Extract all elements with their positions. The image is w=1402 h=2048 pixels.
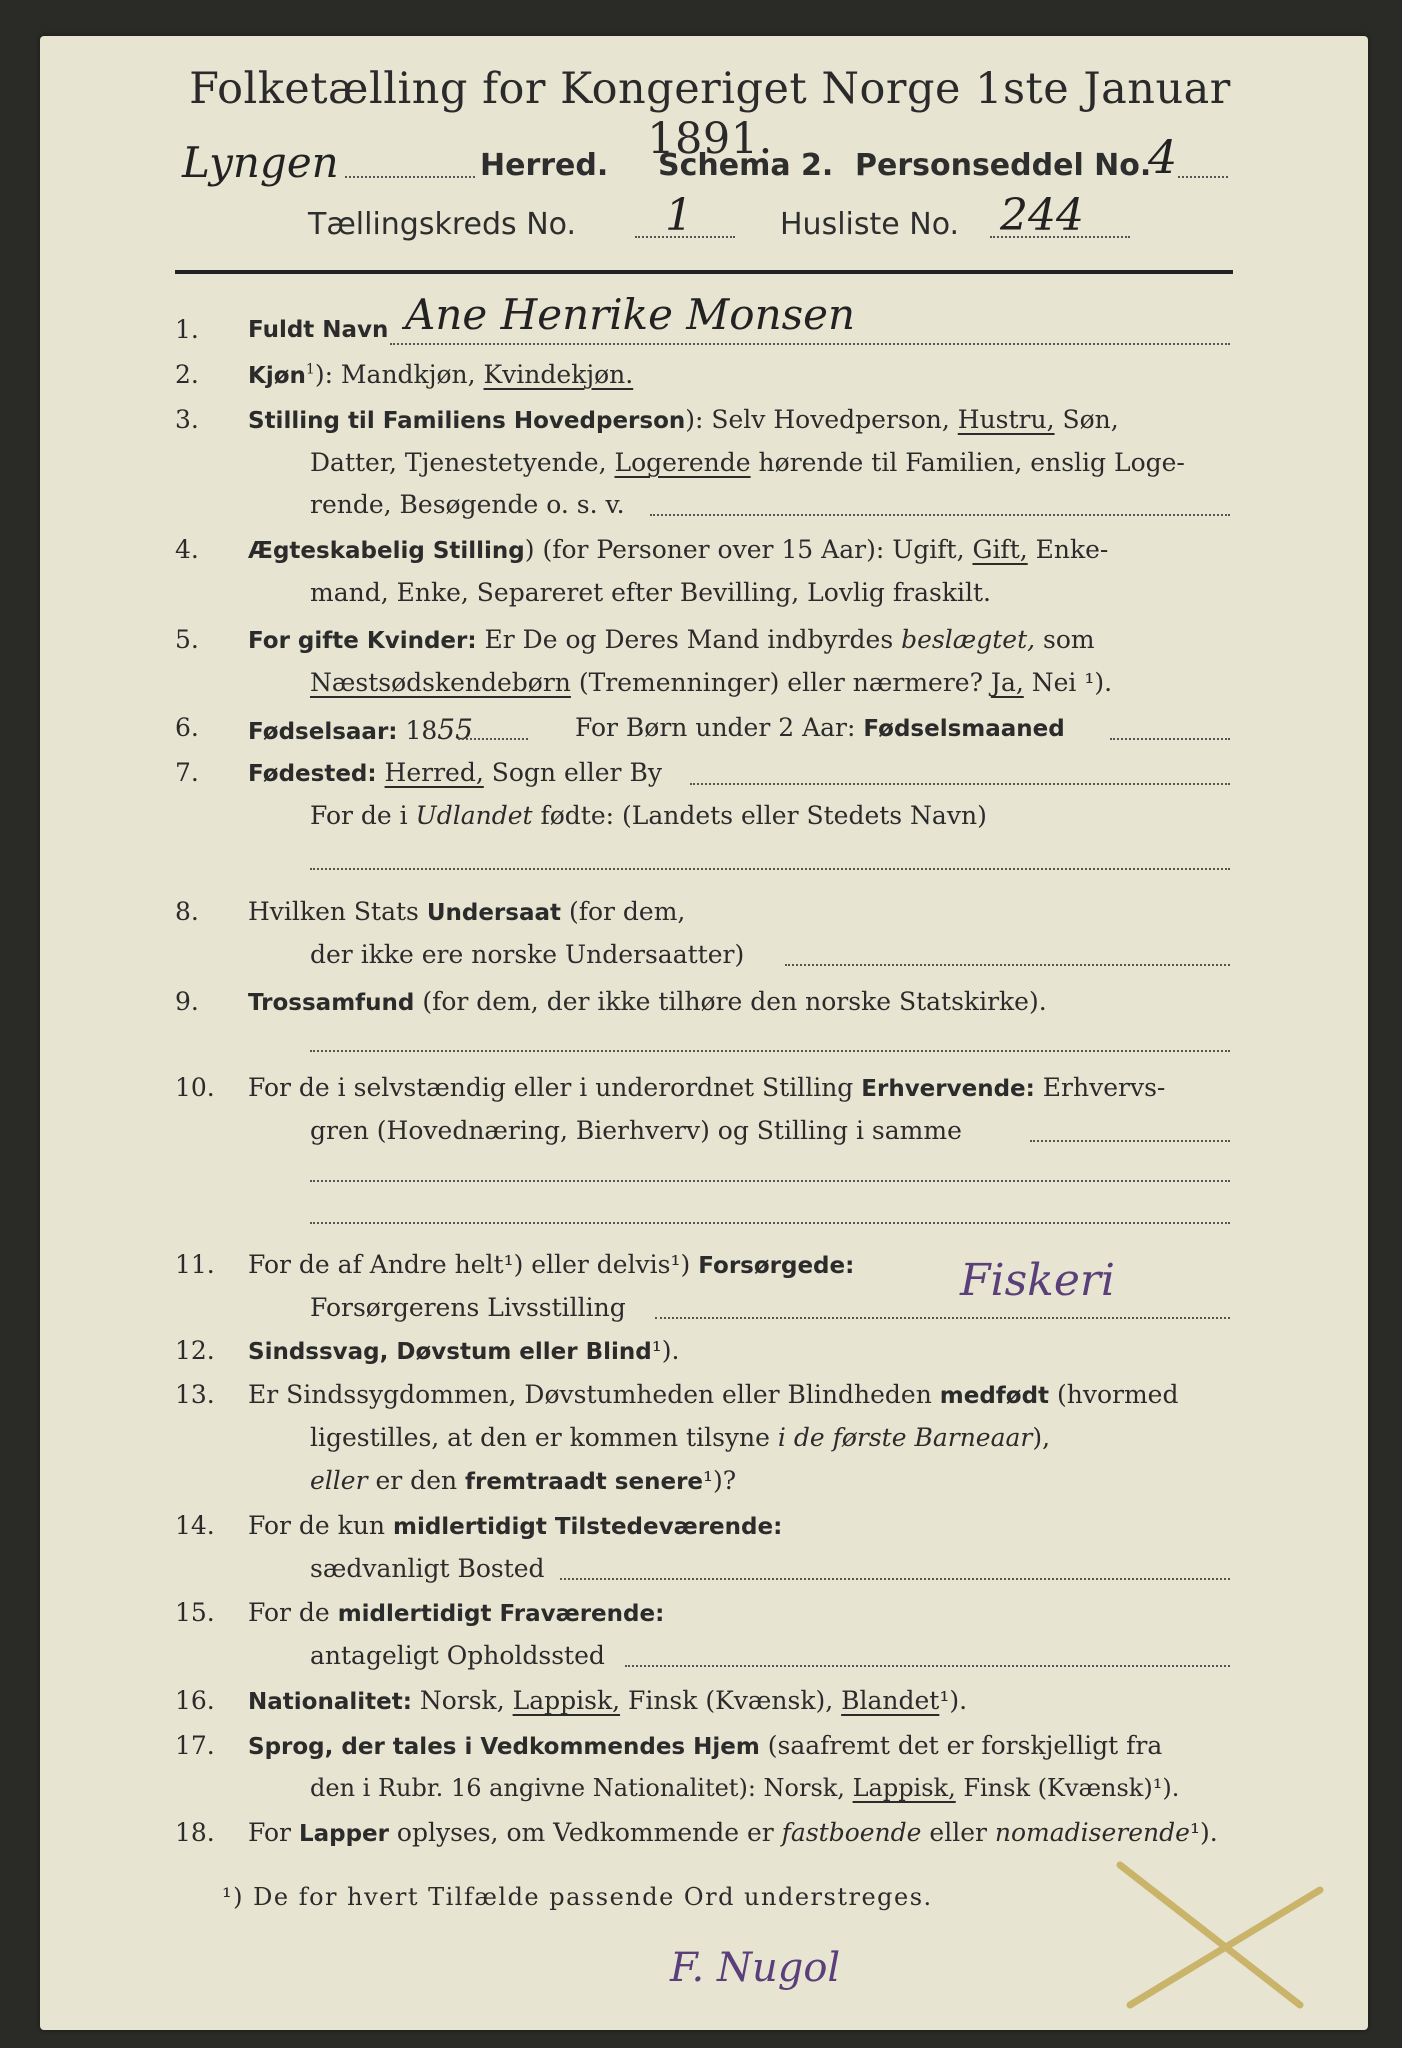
born-under-line (575, 713, 1065, 742)
erhverv-dots2 (310, 1180, 1230, 1182)
gifte-nei: Nei ¹). (1023, 668, 1113, 697)
stilling-son: Søn, (1054, 405, 1119, 434)
born-under-label: For Børn under 2 Aar: (575, 713, 856, 742)
item-number: 17. (175, 1731, 215, 1760)
personseddel-number: 4 (1148, 130, 1178, 184)
udlandet-dots (310, 868, 1230, 870)
husliste-label: Husliste No. (780, 207, 960, 242)
kjon-sup: 1 (305, 361, 315, 378)
schema-label: Schema 2. (658, 148, 834, 183)
personseddel-dots (1178, 176, 1228, 178)
gifte-line1 (248, 625, 1095, 654)
gifte-rest: Er De og Deres Mand indbyrdes (476, 625, 902, 654)
item-number: 3. (175, 405, 199, 434)
item-number: 7. (175, 758, 199, 787)
fremtraadt-end: ¹)? (703, 1466, 737, 1495)
herred-label: Herred. (480, 148, 609, 183)
kjon-kvindekjon: Kvindekjøn. (483, 360, 634, 389)
eller-word: eller (310, 1466, 368, 1495)
medfodt-rest: (hvormed (1049, 1380, 1179, 1409)
item-number: 13. (175, 1380, 215, 1409)
erhverv-prefix: For de i selvstændig eller i underordnet Stilling (248, 1073, 862, 1102)
sprog-line2 (310, 1774, 1179, 1802)
medfodt-label: medfødt (939, 1383, 1050, 1409)
stilling-dots (650, 514, 1230, 516)
fravaerende-dots (625, 1665, 1230, 1667)
tilstede-dots (560, 1578, 1230, 1580)
item-number: 12. (175, 1336, 215, 1365)
item-number: 9. (175, 987, 199, 1016)
item-number: 5. (175, 625, 199, 654)
aegteskab-label: Ægteskabelig Stilling (248, 538, 525, 564)
fodested-line2 (310, 801, 987, 830)
sprog-rest: (saafremt det er forskjelligt fra (759, 1731, 1163, 1760)
udlandet-rest: fødte: (Landets eller Stedets Navn) (532, 801, 987, 830)
stilling-line1 (248, 405, 1119, 434)
undersaat-line1 (248, 897, 685, 926)
item-number: 11. (175, 1250, 215, 1279)
nationalitet-end: ¹). (939, 1686, 968, 1715)
tilstede-prefix: For de kun (248, 1511, 393, 1540)
sindssvag-rest: ¹). (651, 1336, 680, 1365)
herred-name: Lyngen (182, 138, 339, 187)
gifte-line2 (310, 668, 1112, 697)
nationalitet-line (248, 1686, 967, 1715)
udlandet-prefix: For de i (310, 801, 416, 830)
erhverv-rest: Erhvervs- (1034, 1073, 1166, 1102)
header-rule (175, 270, 1233, 274)
gifte-label: For gifte Kvinder: (248, 628, 477, 654)
fodested-herred: Herred, (384, 758, 484, 787)
forsorgede-prefix: For de af Andre helt¹) eller delvis¹) (248, 1250, 699, 1279)
sprog-norsk: den i Rubr. 16 angivne Nationalitet): Norsk, (310, 1774, 853, 1802)
erhverv-line1 (248, 1073, 1165, 1102)
form-title: Folketælling for Kongeriget Norge 1ste Januar 1891. (189, 64, 1231, 164)
kjon-rest: ): Mandkjøn, (314, 360, 484, 389)
aegteskab-line2: mand, Enke, Separeret efter Bevilling, Lovlig fraskilt. (310, 578, 991, 607)
sprog-line1 (248, 1731, 1162, 1760)
item-number: 16. (175, 1686, 215, 1715)
gifte-beslaegtet: beslægtet, (901, 625, 1036, 654)
gifte-som: som (1035, 625, 1095, 654)
trossamfund-dots (310, 1050, 1230, 1052)
husliste-dots (990, 236, 1130, 238)
fodselsaar-prefix: 18 (397, 716, 438, 745)
aegteskab-gift: Gift, (972, 535, 1028, 564)
footnote: ¹) De for hvert Tilfælde passende Ord understreges. (222, 1883, 933, 1911)
undersaat-label: Undersaat (426, 900, 561, 926)
tilstede-line1 (248, 1511, 782, 1540)
lapper-rest: oplyses, om Vedkommende er (388, 1818, 782, 1847)
tilsyne-end: ), (1032, 1423, 1051, 1452)
herred-dots (345, 176, 475, 178)
gifte-tremenninger: (Tremenninger) eller nærmere? (570, 668, 991, 697)
item-number: 2. (175, 360, 199, 389)
forsorgede-line1 (248, 1250, 854, 1279)
forsorgede-answer: Fiskeri (960, 1255, 1115, 1306)
stilling-logerende: Logerende (614, 448, 751, 477)
undersaat-line2: der ikke ere norske Undersaatter) (310, 940, 745, 969)
forsorgede-dots (655, 1317, 1230, 1319)
erhverv-dots3 (310, 1222, 1230, 1224)
fodested-line1 (248, 758, 662, 787)
stilling-horende: hørende til Familien, enslig Loge- (750, 448, 1185, 477)
cross-stroke-1 (1120, 1865, 1300, 2005)
tilsyne-prefix: ligestilles, at den er kommen tilsyne (310, 1423, 778, 1452)
undersaat-prefix: Hvilken Stats (248, 897, 427, 926)
pencil-cross-mark (1100, 1855, 1340, 2015)
sindssvag-label: Sindssvag, Døvstum eller Blind (248, 1339, 652, 1365)
lapper-label: Lapper (298, 1821, 389, 1847)
sprog-label: Sprog, der tales i Vedkommendes Hjem (248, 1734, 760, 1760)
stilling-rest: ): Selv Hovedperson, (685, 405, 958, 434)
lapper-eller: eller (921, 1818, 995, 1847)
kjon-line (248, 360, 633, 389)
lapper-fastboende: fastboende (781, 1818, 922, 1847)
aegteskab-line1 (248, 535, 1108, 564)
stilling-line3: rende, Besøgende o. s. v. (310, 490, 625, 519)
fravaerende-label: midlertidigt Fraværende: (337, 1601, 665, 1627)
forsorgede-line2: Forsørgerens Livsstilling (310, 1293, 626, 1322)
gifte-ja: Ja, (990, 668, 1024, 697)
lapper-end: ¹). (1189, 1818, 1218, 1847)
fodselsaar-label: Fødselsaar: (248, 719, 398, 745)
sindssvag-line (248, 1336, 680, 1365)
medfodt-line2 (310, 1423, 1050, 1452)
stilling-datter: Datter, Tjenestetyende, (310, 448, 615, 477)
fodselsmaaned-dots (1110, 738, 1230, 740)
erhverv-line2: gren (Hovednæring, Bierhverv) og Stilling i samme (310, 1116, 962, 1145)
aegteskab-rest: ) (for Personer over 15 Aar): Ugift, (524, 535, 973, 564)
forsorgede-label: Forsørgede: (698, 1253, 855, 1279)
nationalitet-finsk: Finsk (Kvænsk), (620, 1686, 842, 1715)
nationalitet-blandet: Blandet (841, 1686, 940, 1715)
nationalitet-lappisk: Lappisk, (512, 1686, 621, 1715)
fodested-rest: Sogn eller By (483, 758, 662, 787)
erhverv-label: Erhvervende: (861, 1076, 1035, 1102)
trossamfund-rest: (for dem, der ikke tilhøre den norske Statskirke). (414, 987, 1047, 1016)
lapper-line (248, 1818, 1218, 1847)
undersaat-dots (785, 964, 1230, 966)
fodselsaar-dots (458, 738, 528, 740)
nationalitet-label: Nationalitet: (248, 1689, 412, 1715)
item-number: 18. (175, 1818, 215, 1847)
item-number: 6. (175, 713, 199, 742)
fodselsmaaned-label: Fødselsmaaned (863, 716, 1065, 742)
trossamfund-label: Trossamfund (248, 990, 415, 1016)
tilstede-line2: sædvanligt Bosted (310, 1554, 545, 1583)
barneaar-text: i de første Barneaar (777, 1423, 1033, 1452)
fravaerende-prefix: For de (248, 1598, 338, 1627)
item-number: 1. (175, 315, 199, 344)
kreds-number: 1 (665, 190, 693, 241)
signature: F. Nugol (670, 1945, 841, 1991)
item-number: 15. (175, 1598, 215, 1627)
fodested-label: Fødested: (248, 761, 377, 787)
er-den-text: er den (367, 1466, 466, 1495)
item-number: 14. (175, 1511, 215, 1540)
undersaat-rest: (for dem, (561, 897, 686, 926)
personseddel-label: Personseddel No. (855, 148, 1152, 183)
fravaerende-line1 (248, 1598, 664, 1627)
nationalitet-norsk: Norsk, (411, 1686, 513, 1715)
item-number: 4. (175, 535, 199, 564)
fodested-dots (690, 783, 1230, 785)
fuldt-navn-label: Fuldt Navn (248, 317, 389, 343)
stilling-label: Stilling til Familiens Hovedperson (248, 408, 686, 434)
husliste-number: 244 (1000, 190, 1084, 241)
lapper-prefix: For (248, 1818, 299, 1847)
fravaerende-line2: antageligt Opholdssted (310, 1641, 605, 1670)
aegteskab-enke: Enke- (1027, 535, 1109, 564)
erhverv-dots1 (1030, 1140, 1230, 1142)
kjon-label: Kjøn (248, 363, 306, 389)
tilstede-label: midlertidigt Tilstedeværende: (392, 1514, 783, 1540)
stilling-line2 (310, 448, 1185, 477)
sprog-finsk: Finsk (Kvænsk)¹). (955, 1774, 1180, 1802)
fodselsaar-line (248, 713, 473, 746)
medfodt-line1 (248, 1380, 1178, 1409)
item-number: 10. (175, 1073, 215, 1102)
cross-stroke-2 (1130, 1890, 1320, 2005)
sprog-lappisk: Lappisk, (852, 1774, 956, 1802)
fuldt-navn-answer: Ane Henrike Monsen (405, 290, 856, 339)
kreds-dots (635, 236, 735, 238)
item-number: 8. (175, 897, 199, 926)
lapper-nomadiserende: nomadiserende (994, 1818, 1190, 1847)
kreds-label: Tællingskreds No. (308, 207, 576, 242)
medfodt-prefix: Er Sindssygdommen, Døvstumheden eller Blindheden (248, 1380, 940, 1409)
fremtraadt-label: fremtraadt senere (465, 1469, 704, 1495)
medfodt-line3 (310, 1466, 736, 1495)
trossamfund-line (248, 987, 1047, 1016)
stilling-hustru: Hustru, (957, 405, 1055, 434)
gifte-naestsodskendeborn: Næstsødskendebørn (310, 668, 571, 697)
fodselsaar-hand: 55 (437, 713, 473, 746)
fuldt-navn-dots (390, 343, 1230, 345)
udlandet-word: Udlandet (415, 801, 533, 830)
